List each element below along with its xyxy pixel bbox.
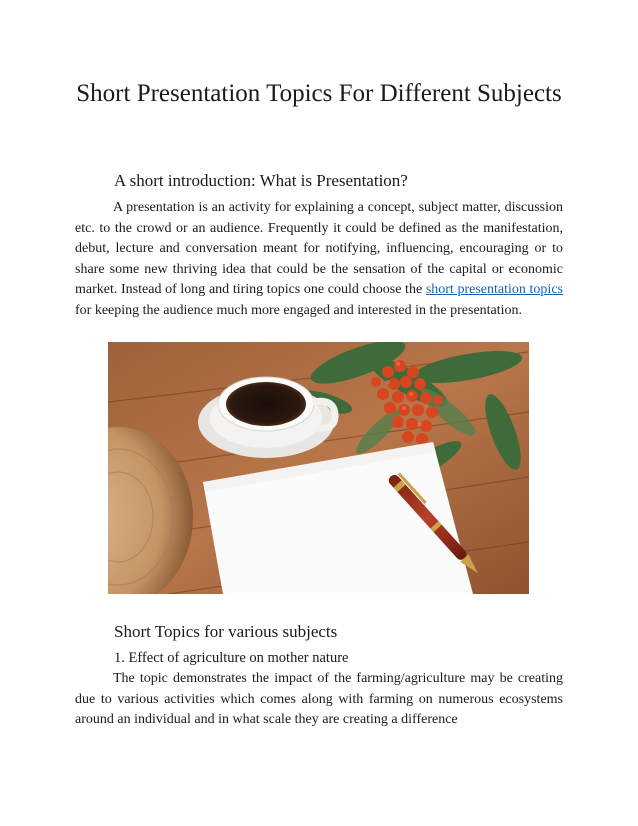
intro-text-after-link: for keeping the audience much more engaged and interested in the presentation. bbox=[75, 302, 523, 318]
coffee-notepad-pen-photo bbox=[108, 342, 529, 594]
intro-heading: A short introduction: What is Presentation? bbox=[114, 171, 408, 190]
page-title: Short Presentation Topics For Different Subjects bbox=[76, 80, 562, 107]
topics-heading: Short Topics for various subjects bbox=[114, 622, 338, 641]
intro-text-before-link: A presentation is an activity for explaining a concept, subject matter, discussion etc. to the crowd or an audience. Frequently it could be defined as the manifestation, debut, lecture and conversation meant for notifying, influencing, encouraging or to share some new thriving idea that could be the sensation of the capital or economic market. Instead of long and tiring topics one could choose the bbox=[75, 200, 563, 297]
intro-paragraph bbox=[75, 198, 563, 321]
topic-1-paragraph: The topic demonstrates the impact of the farming/agriculture may be creating due to various activities which comes along with farming on numerous ecosystems around an individual and in what scale they are creating a difference bbox=[75, 671, 563, 727]
topic-1-title: 1. Effect of agriculture on mother nature bbox=[114, 650, 349, 666]
short-presentation-topics-link[interactable]: short presentation topics bbox=[425, 282, 563, 297]
